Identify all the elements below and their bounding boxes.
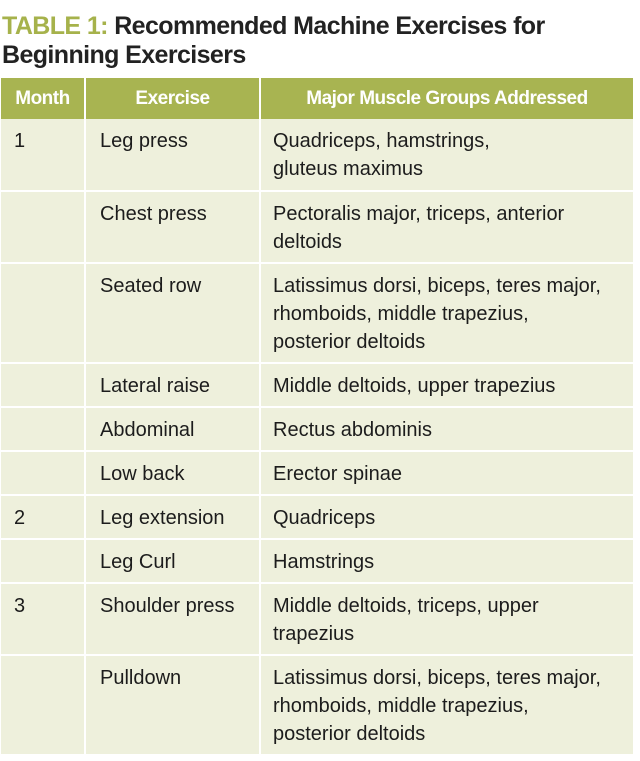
table-row	[1, 119, 633, 191]
muscle-groups-cell	[260, 407, 633, 451]
muscle-groups-line: Middle deltoids, triceps, upper	[273, 595, 539, 617]
table-row	[1, 191, 633, 263]
muscle-groups-line: Latissimus dorsi, biceps, teres major,	[273, 275, 601, 297]
table-title	[2, 12, 632, 70]
exercise-cell: Leg extension	[85, 495, 260, 539]
muscle-groups-cell	[260, 119, 633, 191]
table-title-line-1: Recommended Machine Exercises for	[114, 12, 545, 40]
month-cell	[1, 407, 85, 451]
header-muscle-groups: Major Muscle Groups Addressed	[260, 78, 633, 119]
month-cell	[1, 191, 85, 263]
table-row	[1, 583, 633, 655]
exercise-cell: Chest press	[85, 191, 260, 263]
muscle-groups-line: Pectoralis major, triceps, anterior	[273, 203, 565, 225]
muscle-groups-cell	[260, 539, 633, 583]
muscle-groups-line: rhomboids, middle trapezius,	[273, 695, 529, 717]
muscle-groups-cell	[260, 655, 633, 755]
month-cell	[1, 655, 85, 755]
month-cell	[1, 263, 85, 363]
month-cell	[1, 539, 85, 583]
exercise-cell: Leg Curl	[85, 539, 260, 583]
exercise-cell: Shoulder press	[85, 583, 260, 655]
exercise-table	[1, 78, 633, 756]
muscle-groups-cell	[260, 583, 633, 655]
table-row	[1, 495, 633, 539]
muscle-groups-line: Quadriceps, hamstrings,	[273, 130, 490, 152]
month-cell: 3	[1, 583, 85, 655]
exercise-cell: Low back	[85, 451, 260, 495]
muscle-groups-cell	[260, 263, 633, 363]
table-row	[1, 363, 633, 407]
muscle-groups-line: Erector spinae	[273, 463, 402, 485]
muscle-groups-line: rhomboids, middle trapezius,	[273, 303, 529, 325]
table-number: TABLE 1:	[2, 12, 108, 40]
muscle-groups-line: Latissimus dorsi, biceps, teres major,	[273, 667, 601, 689]
muscle-groups-line: deltoids	[273, 231, 342, 253]
muscle-groups-cell	[260, 191, 633, 263]
exercise-table-container	[1, 78, 633, 750]
muscle-groups-cell	[260, 495, 633, 539]
muscle-groups-cell	[260, 451, 633, 495]
exercise-cell: Leg press	[85, 119, 260, 191]
muscle-groups-line: gluteus maximus	[273, 158, 424, 180]
table-row	[1, 451, 633, 495]
table-row	[1, 539, 633, 583]
muscle-groups-cell	[260, 363, 633, 407]
header-month: Month	[1, 78, 85, 119]
table-row	[1, 263, 633, 363]
muscle-groups-line: posterior deltoids	[273, 723, 426, 745]
header-row	[1, 78, 633, 119]
table-row	[1, 407, 633, 451]
exercise-cell: Pulldown	[85, 655, 260, 755]
muscle-groups-line: Quadriceps	[273, 507, 376, 529]
header-exercise: Exercise	[85, 78, 260, 119]
muscle-groups-line: trapezius	[273, 623, 355, 645]
month-cell	[1, 451, 85, 495]
muscle-groups-line: posterior deltoids	[273, 331, 426, 353]
muscle-groups-line: Rectus abdominis	[273, 419, 432, 441]
table-header	[1, 78, 633, 119]
month-cell: 1	[1, 119, 85, 191]
exercise-cell: Lateral raise	[85, 363, 260, 407]
table-title-line-2: Beginning Exercisers	[2, 41, 246, 69]
muscle-groups-line: Hamstrings	[273, 551, 375, 573]
table-row	[1, 655, 633, 755]
table-body	[1, 119, 633, 755]
month-cell: 2	[1, 495, 85, 539]
muscle-groups-line: Middle deltoids, upper trapezius	[273, 375, 556, 397]
exercise-cell: Seated row	[85, 263, 260, 363]
month-cell	[1, 363, 85, 407]
exercise-cell: Abdominal	[85, 407, 260, 451]
